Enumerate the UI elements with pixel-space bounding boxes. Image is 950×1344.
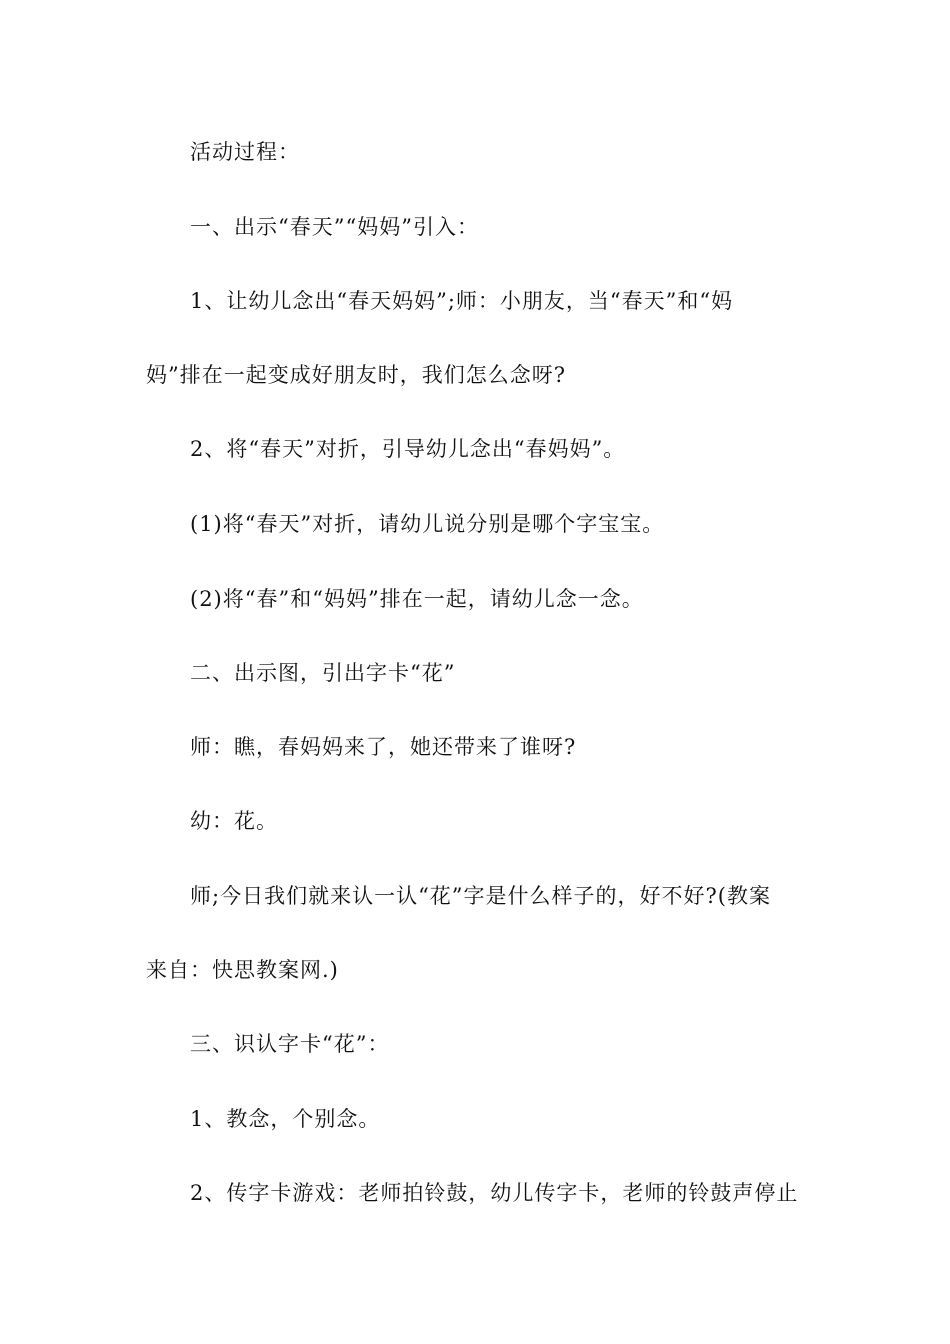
section-heading-two: 二、出示图，引出字卡“花” — [190, 661, 456, 685]
section-heading-three: 三、识认字卡“花”： — [190, 1032, 390, 1056]
paragraph-line: 师：瞧，春妈妈来了，她还带来了谁呀? — [190, 735, 577, 759]
section-heading-one: 一、出示“春天”“妈妈”引入： — [190, 215, 479, 239]
section-heading-activity-process: 活动过程： — [190, 140, 300, 164]
paragraph-line: 来自：快思教案网.) — [146, 958, 339, 982]
paragraph-line: 2、将“春天”对折，引导幼儿念出“春妈妈”。 — [190, 437, 626, 461]
paragraph-line: (1)将“春天”对折，请幼儿说分别是哪个字宝宝。 — [190, 512, 665, 536]
paragraph-line: 1、让幼儿念出“春天妈妈”;师：小朋友，当“春天”和“妈 — [190, 289, 734, 313]
paragraph-line: 2、传字卡游戏：老师拍铃鼓，幼儿传字卡，老师的铃鼓声停止 — [190, 1181, 799, 1205]
paragraph-line: (2)将“春”和“妈妈”排在一起，请幼儿念一念。 — [190, 587, 644, 611]
paragraph-line: 1、教念，个别念。 — [190, 1107, 381, 1131]
paragraph-line: 师;今日我们就来认一认“花”字是什么样子的，好不好?(教案 — [190, 884, 771, 908]
paragraph-line: 妈”排在一起变成好朋友时，我们怎么念呀? — [146, 363, 566, 387]
paragraph-line: 幼：花。 — [190, 809, 278, 833]
